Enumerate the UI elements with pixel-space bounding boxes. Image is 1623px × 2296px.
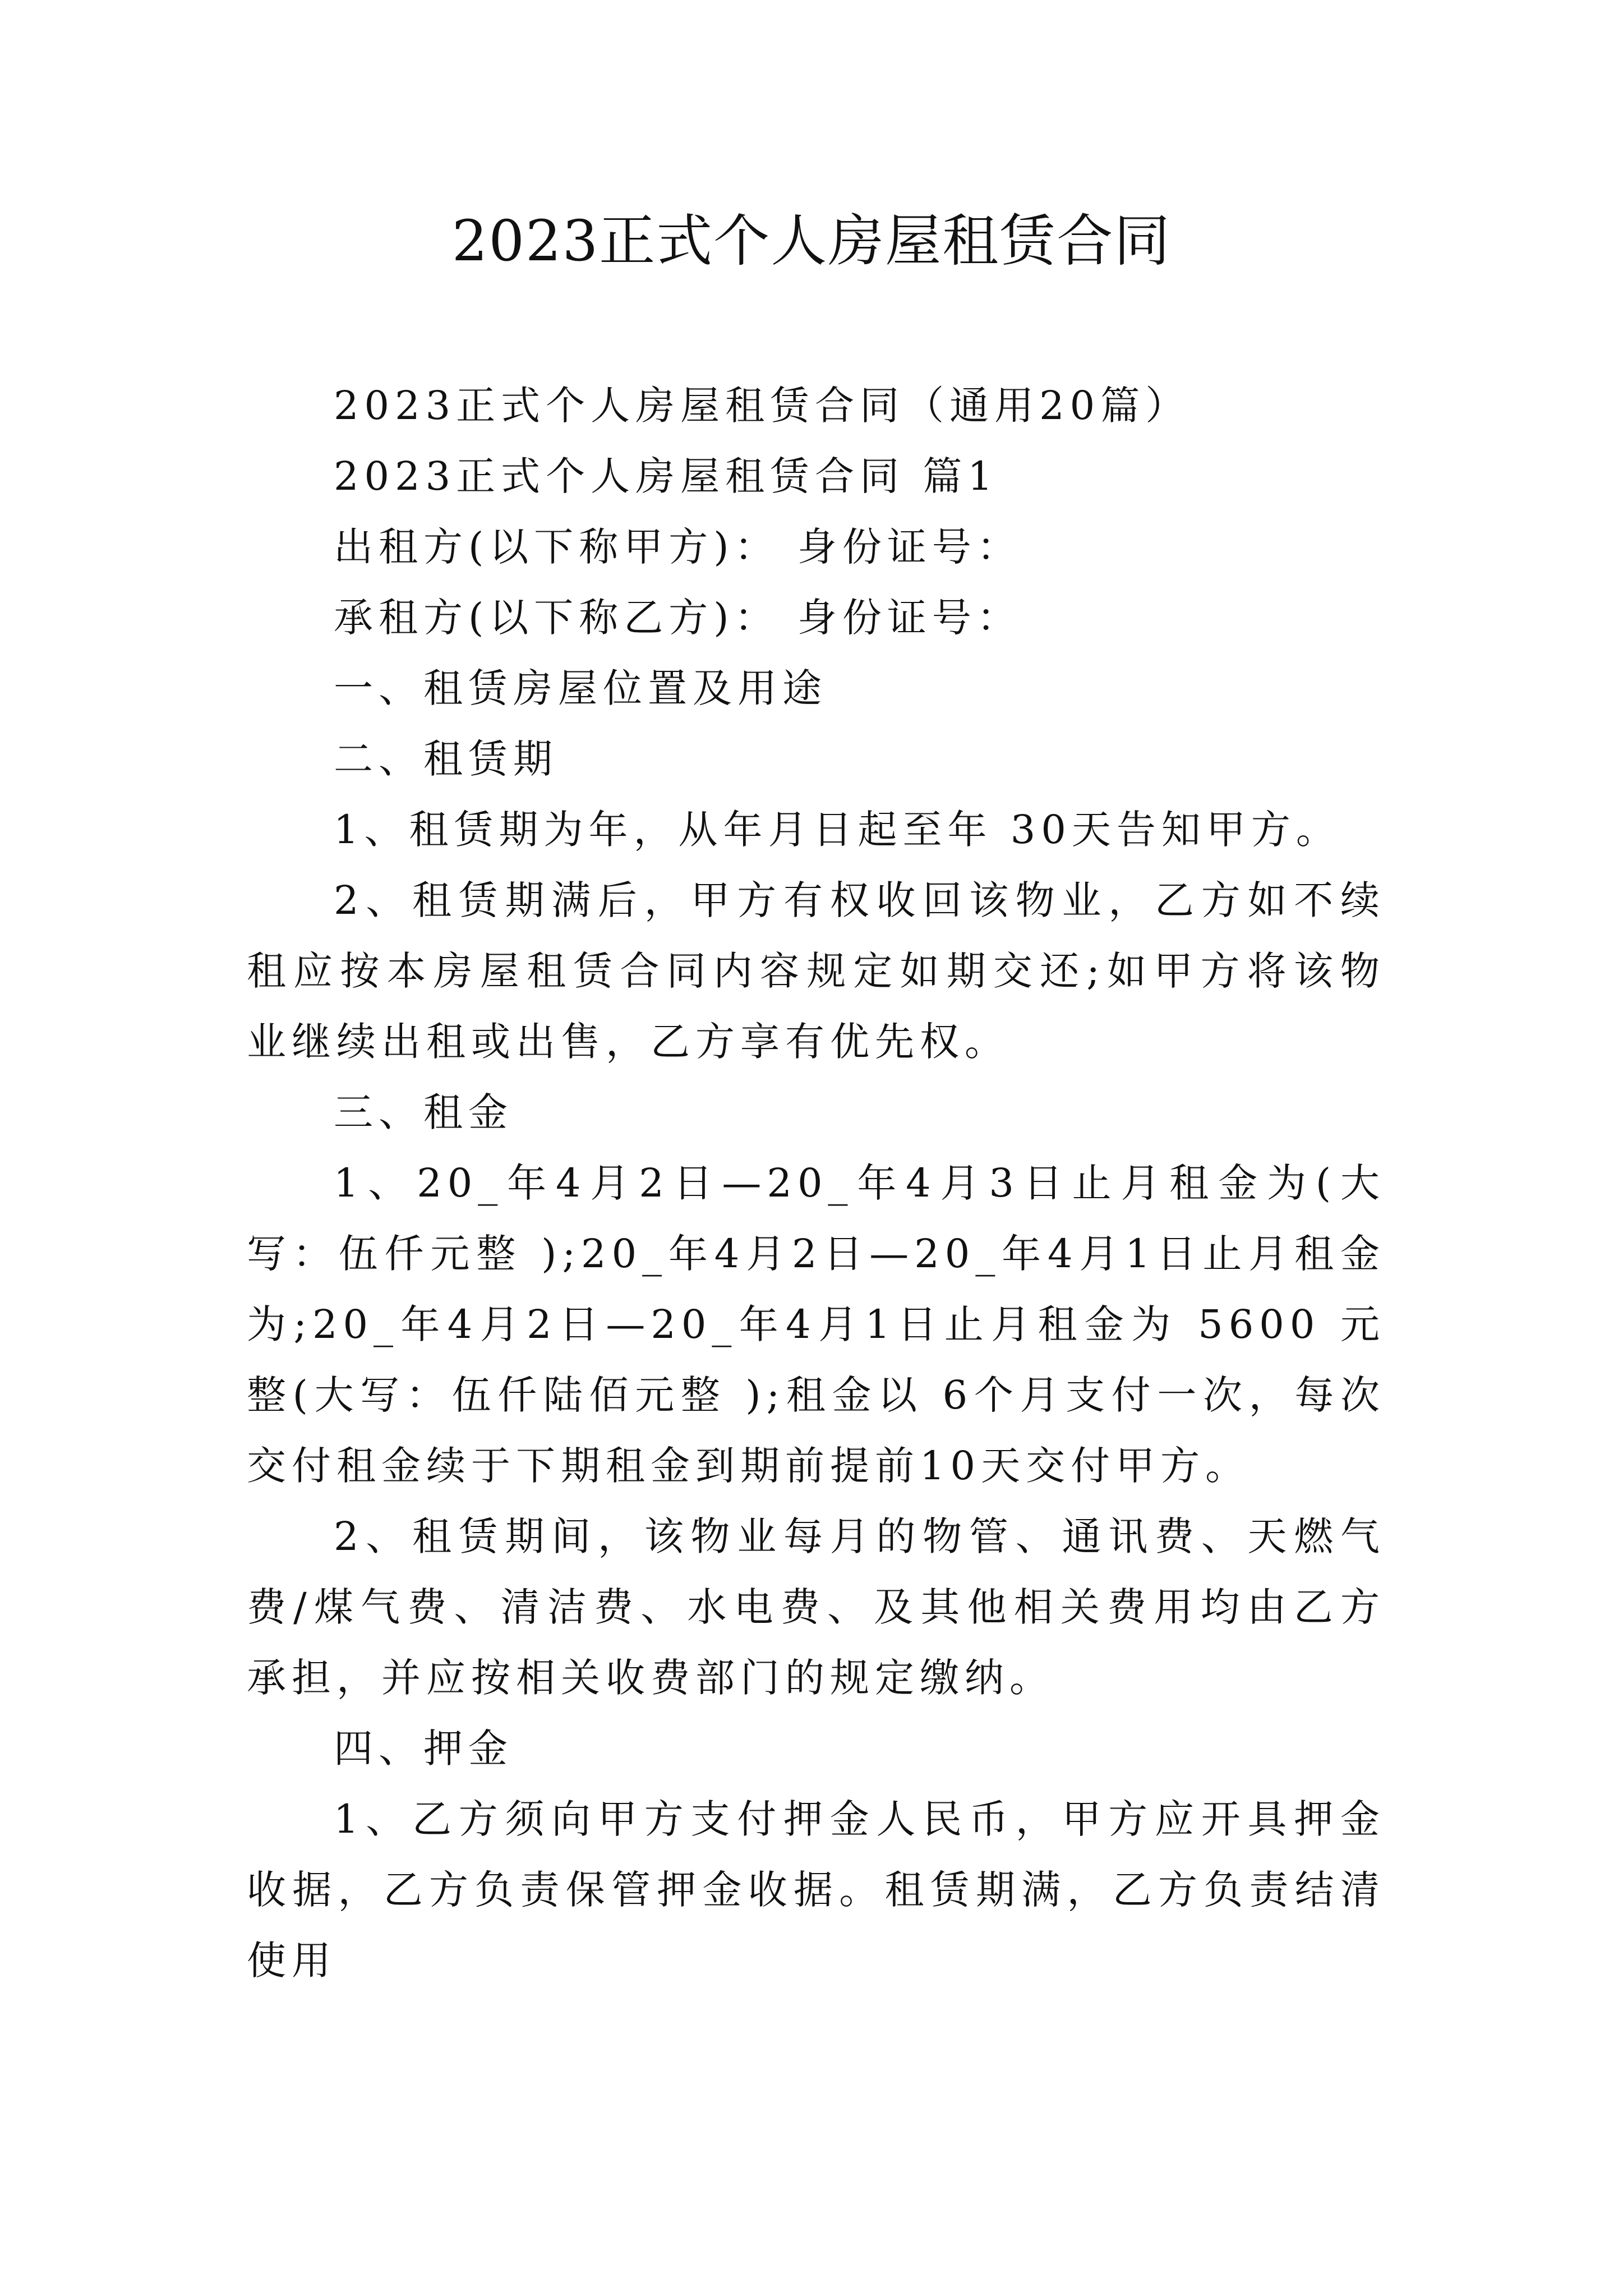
paragraph-lessor: 出租方(以下称甲方)： 身份证号： [334, 524, 1022, 570]
paragraph-collection-title: 2023正式个人房屋租赁合同（通用20篇） [334, 383, 1191, 429]
paragraph-term-1: 1、租赁期为年，从年月日起至年 30天告知甲方。 [334, 807, 1341, 853]
section-heading-term: 二、租赁期 [334, 736, 558, 782]
paragraph-lessee: 承租方(以下称乙方)： 身份证号： [334, 595, 1022, 641]
section-heading-deposit: 四、押金 [334, 1726, 513, 1772]
section-heading-rent: 三、租金 [334, 1089, 513, 1135]
section-heading-location: 一、租赁房屋位置及用途 [334, 665, 827, 711]
paragraph-rent-1: 1、20_年4月2日—20_年4月3日止月租金为(大写：伍仟元整 );20_年4月2日—20_年4月1日止月租金为;20_年4月2日—20_年4月1日止月租金为 5600 元整(大写：伍仟陆佰元整 );租金以 6个月支付一次，每次交付租金续于下期租金到期前提前10天交付甲方。 [247, 1160, 1385, 1489]
paragraph-deposit-1: 1、乙方须向甲方支付押金人民币，甲方应开具押金收据，乙方负责保管押金收据。租赁期满，乙方负责结清使用 [247, 1796, 1385, 1984]
paragraph-rent-2: 2、租赁期间，该物业每月的物管、通讯费、天燃气费/煤气费、清洁费、水电费、及其他相关费用均由乙方承担，并应按相关收费部门的规定缴纳。 [247, 1513, 1385, 1701]
paragraph-contract-heading: 2023正式个人房屋租赁合同 篇1 [334, 453, 998, 499]
document-title: 2023正式个人房屋租赁合同 [451, 208, 1172, 274]
paragraph-term-2: 2、租赁期满后，甲方有权收回该物业，乙方如不续租应按本房屋租赁合同内容规定如期交还;如甲方将该物业继续出租或出售，乙方享有优先权。 [247, 877, 1385, 1065]
document-body [247, 370, 1385, 1996]
